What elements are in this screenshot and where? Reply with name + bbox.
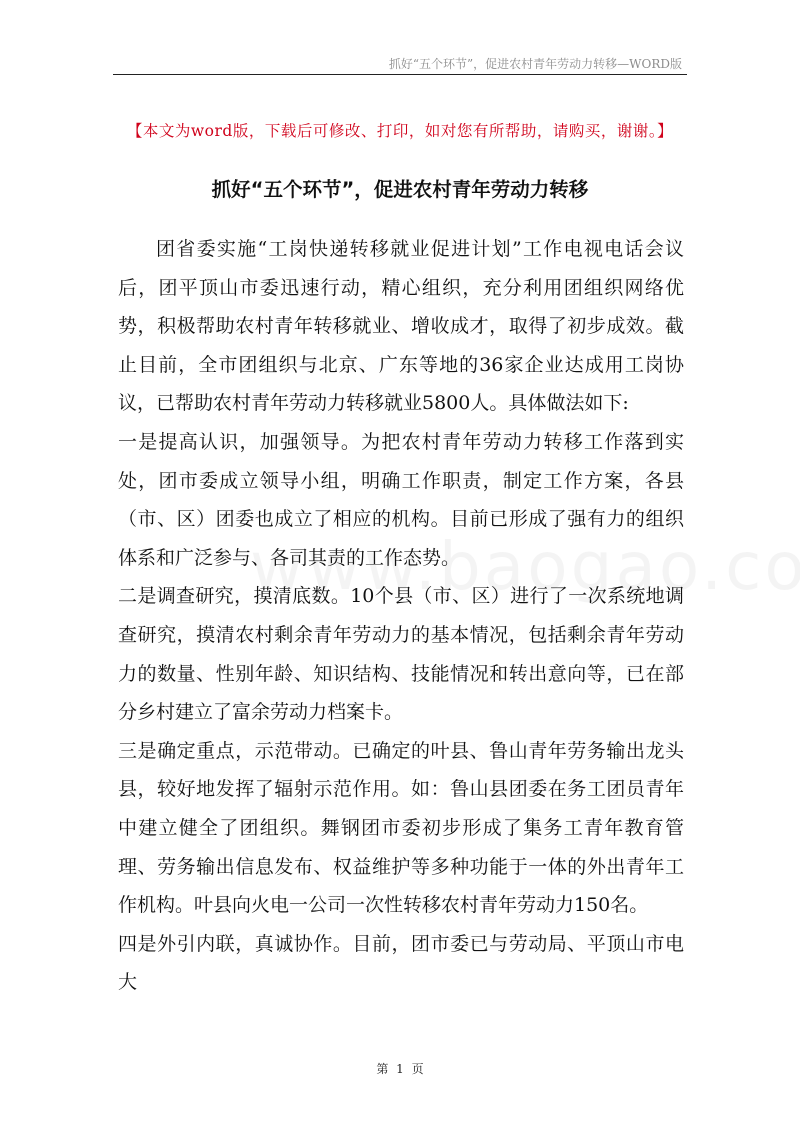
running-header: 抓好“五个环节”，促进农村青年劳动力转移—WORD版 <box>388 57 682 71</box>
document-title: 抓好“五个环节”，促进农村青年劳动力转移 <box>211 178 589 201</box>
paragraph-point-4: 四是外引内联，真诚协作。目前，团市委已与劳动局、平顶山市电大 <box>118 932 684 994</box>
paragraph-point-2: 二是调查研究，摸清底数。10个县（市、区）进行了一次系统地调查研究，摸清农村剩余青年劳动力的基本情况，包括剩余青年劳动力的数量、性别年龄、知识结构、技能情况和转出意向等，已在部分乡村建立了富余劳动力档案卡。 <box>118 585 684 724</box>
paragraph-point-3: 三是确定重点，示范带动。已确定的叶县、鲁山青年劳务输出龙头县，较好地发挥了辐射示范作用。如：鲁山县团委在务工团员青年中建立健全了团组织。舞钢团市委初步形成了集务工青年教育管理、劳务输出信息发布、权益维护等多种功能于一体的外出青年工作机构。叶县向火电一公司一次性转移农村青年劳动力150名。 <box>118 739 684 917</box>
paragraph-intro: 团省委实施“工岗快递转移就业促进计划”工作电视电话会议后，团平顶山市委迅速行动，精心组织，充分利用团组织网络优势，积极帮助农村青年转移就业、增收成才，取得了初步成效。截止目前，全市团组织与北京、广东等地的36家企业达成用工岗协议，已帮助农村青年劳动力转移就业5800人。具体做法如下: <box>118 238 684 415</box>
paragraph-point-1: 一是提高认识，加强领导。为把农村青年劳动力转移工作落到实处，团市委成立领导小组，明确工作职责，制定工作方案，各县（市、区）团委也成立了相应的机构。目前已形成了强有力的组织体系和广泛参与、各司其责的工作态势。 <box>118 430 684 569</box>
footer-prefix: 第 <box>376 1062 389 1076</box>
download-notice: 【本文为word版，下载后可修改、打印，如对您有所帮助，请购买，谢谢。】 <box>126 122 674 140</box>
page-footer <box>0 1060 800 1077</box>
footer-suffix: 页 <box>411 1062 424 1076</box>
header-divider <box>113 74 687 75</box>
page-number: 1 <box>396 1062 404 1076</box>
document-body <box>118 230 684 1002</box>
